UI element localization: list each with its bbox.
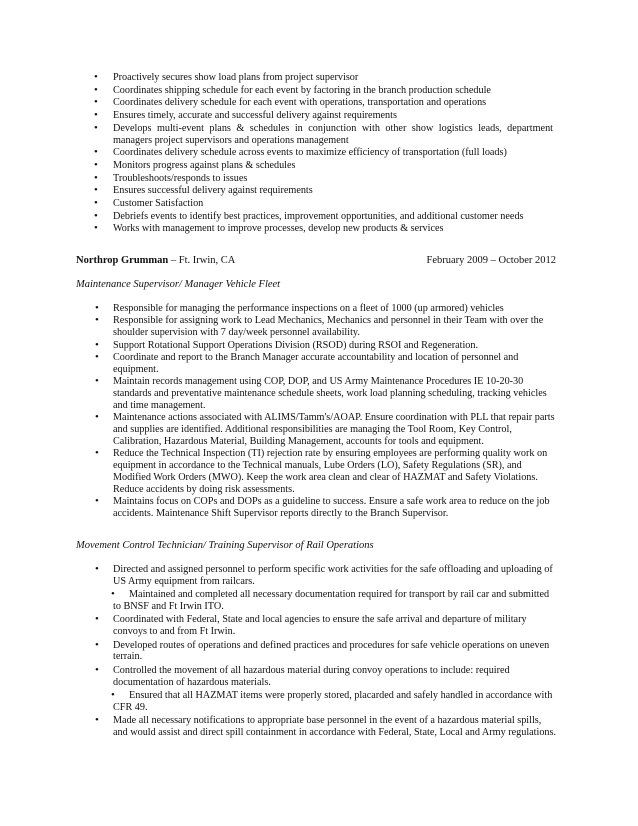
list-item: • Made all necessary notifications to appropriate base personnel in the event of a hazardous material spills, and would assist and direct spill containment in accordance with Federal, State, Local and Army regulations. [113, 715, 557, 739]
list-item: • Proactively secures show load plans from project supervisor [113, 72, 553, 84]
list-item: • Ensures successful delivery against requirements [113, 185, 553, 197]
list-item: • Coordinates delivery schedule across events to maximize efficiency of transportation (full loads) [113, 147, 553, 159]
role-title-maintenance: Maintenance Supervisor/ Manager Vehicle Fleet [76, 279, 281, 290]
list-item: • Monitors progress against plans & schedules [113, 160, 553, 172]
logistics-duties-list [113, 72, 553, 236]
job-dates: February 2009 – October 2012 [426, 255, 556, 266]
list-item: • Maintains focus on COPs and DOPs as a guideline to success. Ensure a safe work area to reduce on the job accidents. Maintenance Shift Supervisor reports directly to the Branch Supervisor. [113, 496, 557, 520]
list-item: • Coordinate and report to the Branch Manager accurate accountability and location of personnel and equipment. [113, 352, 557, 376]
list-item: • Maintenance actions associated with ALIMS/Tamm's/AOAP. Ensure coordination with PLL that repair parts and supplies are identified. Additional responsibilities are managing the Tool Room, Key Control, Calibration, Hazardous Material, Building Management, accounts for tools and equipment. [113, 412, 557, 447]
company-name: Northrop Grumman [76, 255, 169, 266]
list-item: • Developed routes of operations and defined practices and procedures for safe vehicle operations on uneven terrain. [113, 640, 557, 664]
list-item: • Ensures timely, accurate and successful delivery against requirements [113, 110, 553, 122]
list-item: • Responsible for assigning work to Lead Mechanics, Mechanics and personnel in their Team with over the shoulder supervision with 7 day/week personnel availability. [113, 315, 557, 339]
list-item: • Maintain records management using COP, DOP, and US Army Maintenance Procedures IE 10-20-30 standards and preventative maintenance schedule sheets, work load planning scheduling, tracking vehicles and time management. [113, 376, 557, 411]
role-title-movement-control: Movement Control Technician/ Training Supervisor of Rail Operations [76, 540, 374, 551]
list-item: • Controlled the movement of all hazardous material during convoy operations to include: required documentation of hazardous materials. [113, 665, 557, 689]
job-location: – Ft. Irwin, CA [168, 255, 236, 266]
list-item: • Customer Satisfaction [113, 198, 553, 210]
maintenance-duties-list [113, 303, 557, 520]
movement-duties-list [113, 564, 557, 740]
list-item: • Directed and assigned personnel to perform specific work activities for the safe offloading and uploading of US Army equipment from railcars. [113, 564, 557, 588]
list-item: • Coordinated with Federal, State and local agencies to ensure the safe arrival and departure of military convoys to and from Ft Irwin. [113, 614, 557, 638]
list-item: • Responsible for managing the performance inspections on a fleet of 1000 (up armored) vehicles [113, 303, 557, 315]
list-item: • Maintained and completed all necessary documentation required for transport by rail car and submitted to BNSF and Ft Irwin ITO. [113, 589, 557, 613]
list-item: • Troubleshoots/responds to issues [113, 173, 553, 185]
list-item: • Ensured that all HAZMAT items were properly stored, placarded and safely handled in accordance with CFR 49. [113, 690, 557, 714]
list-item: • Develops multi-event plans & schedules in conjunction with other show logistics leads, department managers project supervisors and operations management [113, 123, 553, 147]
list-item: • Support Rotational Support Operations Division (RSOD) during RSOI and Regeneration. [113, 340, 557, 352]
list-item: • Debriefs events to identify best practices, improvement opportunities, and additional customer needs [113, 211, 553, 223]
list-item: • Coordinates shipping schedule for each event by factoring in the branch production schedule [113, 85, 553, 97]
list-item: • Works with management to improve processes, develop new products & services [113, 223, 553, 235]
job-header [76, 255, 556, 266]
list-item: • Reduce the Technical Inspection (TI) rejection rate by ensuring employees are performing quality work on equipment in accordance to the Technical manuals, Lube Orders (LO), Safety Regulations (SR), and Modified Work Orders (MWO). Keep the work area clean and clear of HAZMAT and Safety Violations. Reduce accidents by doing risk assessments. [113, 448, 557, 495]
list-item: • Coordinates delivery schedule for each event with operations, transportation and operations [113, 97, 553, 109]
